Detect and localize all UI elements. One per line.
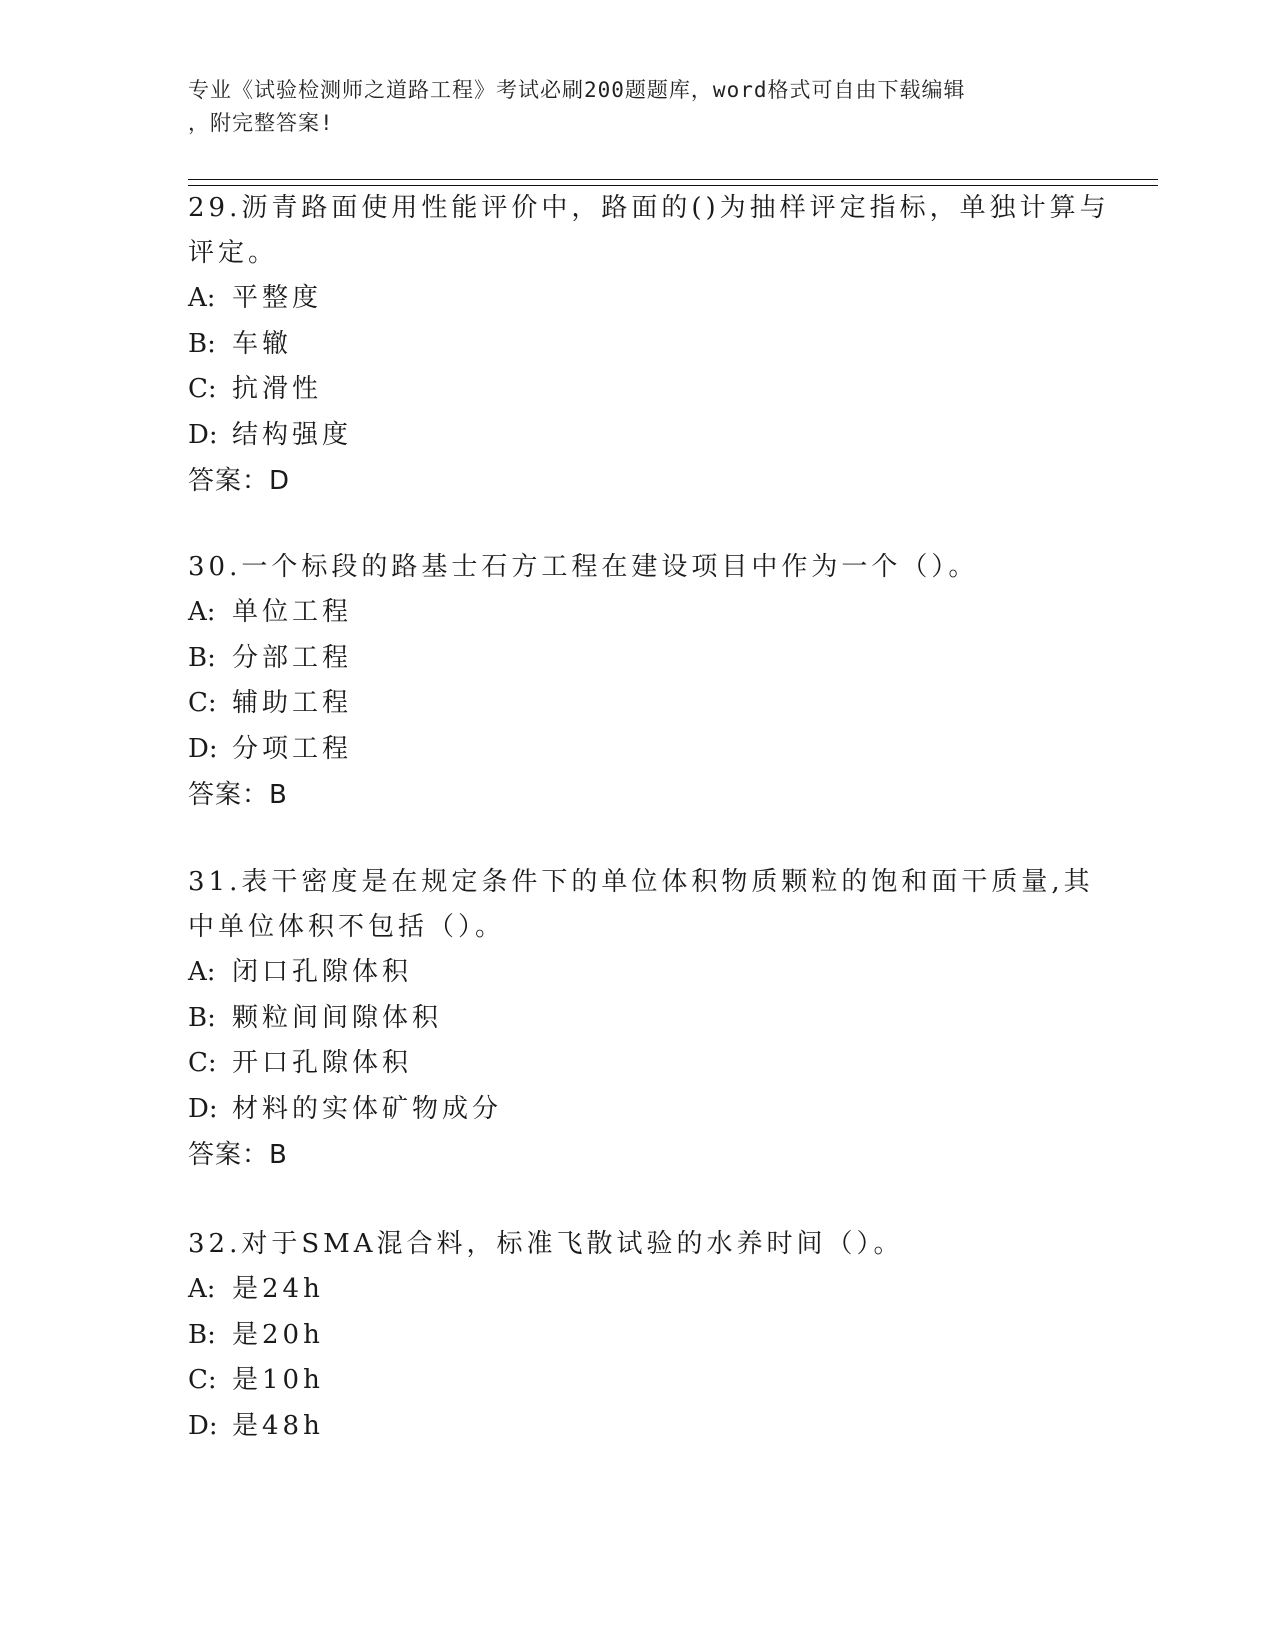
answer-line: 答案：B [188, 1140, 288, 1170]
option-d [188, 727, 1088, 773]
option-a [188, 276, 1088, 322]
question-stem [188, 186, 1110, 276]
document-header [188, 74, 1088, 140]
option-label: A: [188, 283, 216, 313]
option-text: 是10h [232, 1365, 324, 1395]
stem-line: 评定。 [188, 238, 279, 268]
option-label: B: [188, 642, 216, 673]
option-label: D: [188, 419, 218, 450]
option-label: C: [188, 688, 217, 718]
option-text: 是24h [232, 1274, 324, 1304]
option-d [188, 1087, 1088, 1133]
stem-line: 中单位体积不包括（）。 [188, 912, 506, 942]
option-label: A: [188, 597, 216, 627]
option-c [188, 1041, 1088, 1087]
option-text: 抗滑性 [232, 374, 323, 404]
option-text: 开口孔隙体积 [232, 1048, 413, 1078]
question-29 [188, 186, 1110, 504]
stem-line: 32.对于SMA混合料，标准飞散试验的水养时间（）。 [188, 1229, 904, 1259]
option-text: 是48h [232, 1410, 324, 1441]
option-b [188, 996, 1088, 1042]
option-label: A: [188, 957, 216, 987]
question-stem [188, 545, 1088, 590]
stem-line: 29.沥青路面使用性能评价中，路面的()为抽样评定指标，单独计算与 [188, 193, 1110, 223]
option-label: C: [188, 374, 217, 404]
question-stem [188, 1222, 1088, 1267]
answer-line: 答案：B [188, 780, 288, 810]
option-b [188, 1313, 1088, 1359]
header-line-1: 专业《试验检测师之道路工程》考试必刷200题题库，word格式可自由下载编辑 [188, 78, 966, 102]
option-a [188, 590, 1088, 636]
option-c [188, 1358, 1088, 1404]
option-text: 闭口孔隙体积 [232, 957, 413, 987]
option-text: 分项工程 [232, 733, 353, 764]
option-d [188, 413, 1088, 459]
option-label: B: [188, 328, 216, 359]
option-label: C: [188, 1365, 217, 1395]
option-text: 是20h [232, 1319, 324, 1350]
option-text: 平整度 [232, 283, 323, 313]
option-b [188, 636, 1088, 682]
question-30 [188, 545, 1088, 818]
option-text: 分部工程 [232, 642, 353, 673]
option-b [188, 322, 1088, 368]
option-c [188, 681, 1088, 727]
question-31 [188, 860, 1094, 1178]
option-d [188, 1404, 1088, 1450]
option-text: 单位工程 [232, 597, 353, 627]
option-text: 车辙 [232, 328, 293, 359]
option-text: 辅助工程 [232, 688, 353, 718]
option-text: 材料的实体矿物成分 [232, 1093, 503, 1124]
stem-line: 30.一个标段的路基士石方工程在建设项目中作为一个（）。 [188, 552, 979, 582]
option-text: 结构强度 [232, 419, 353, 450]
header-line-2: ，附完整答案! [188, 111, 334, 135]
answer-line: 答案：D [188, 466, 291, 496]
question-stem [188, 860, 1094, 950]
stem-line: 31.表干密度是在规定条件下的单位体积物质颗粒的饱和面干质量,其 [188, 867, 1094, 897]
option-label: A: [188, 1274, 216, 1304]
option-a [188, 950, 1088, 996]
option-label: C: [188, 1048, 217, 1078]
question-32 [188, 1222, 1088, 1449]
option-a [188, 1267, 1088, 1313]
option-text: 颗粒间间隙体积 [232, 1002, 443, 1033]
header-divider-top [188, 179, 1158, 180]
option-label: D: [188, 1093, 218, 1124]
option-c [188, 367, 1088, 413]
option-label: B: [188, 1002, 216, 1033]
option-label: D: [188, 1410, 218, 1441]
option-label: D: [188, 733, 218, 764]
option-label: B: [188, 1319, 216, 1350]
